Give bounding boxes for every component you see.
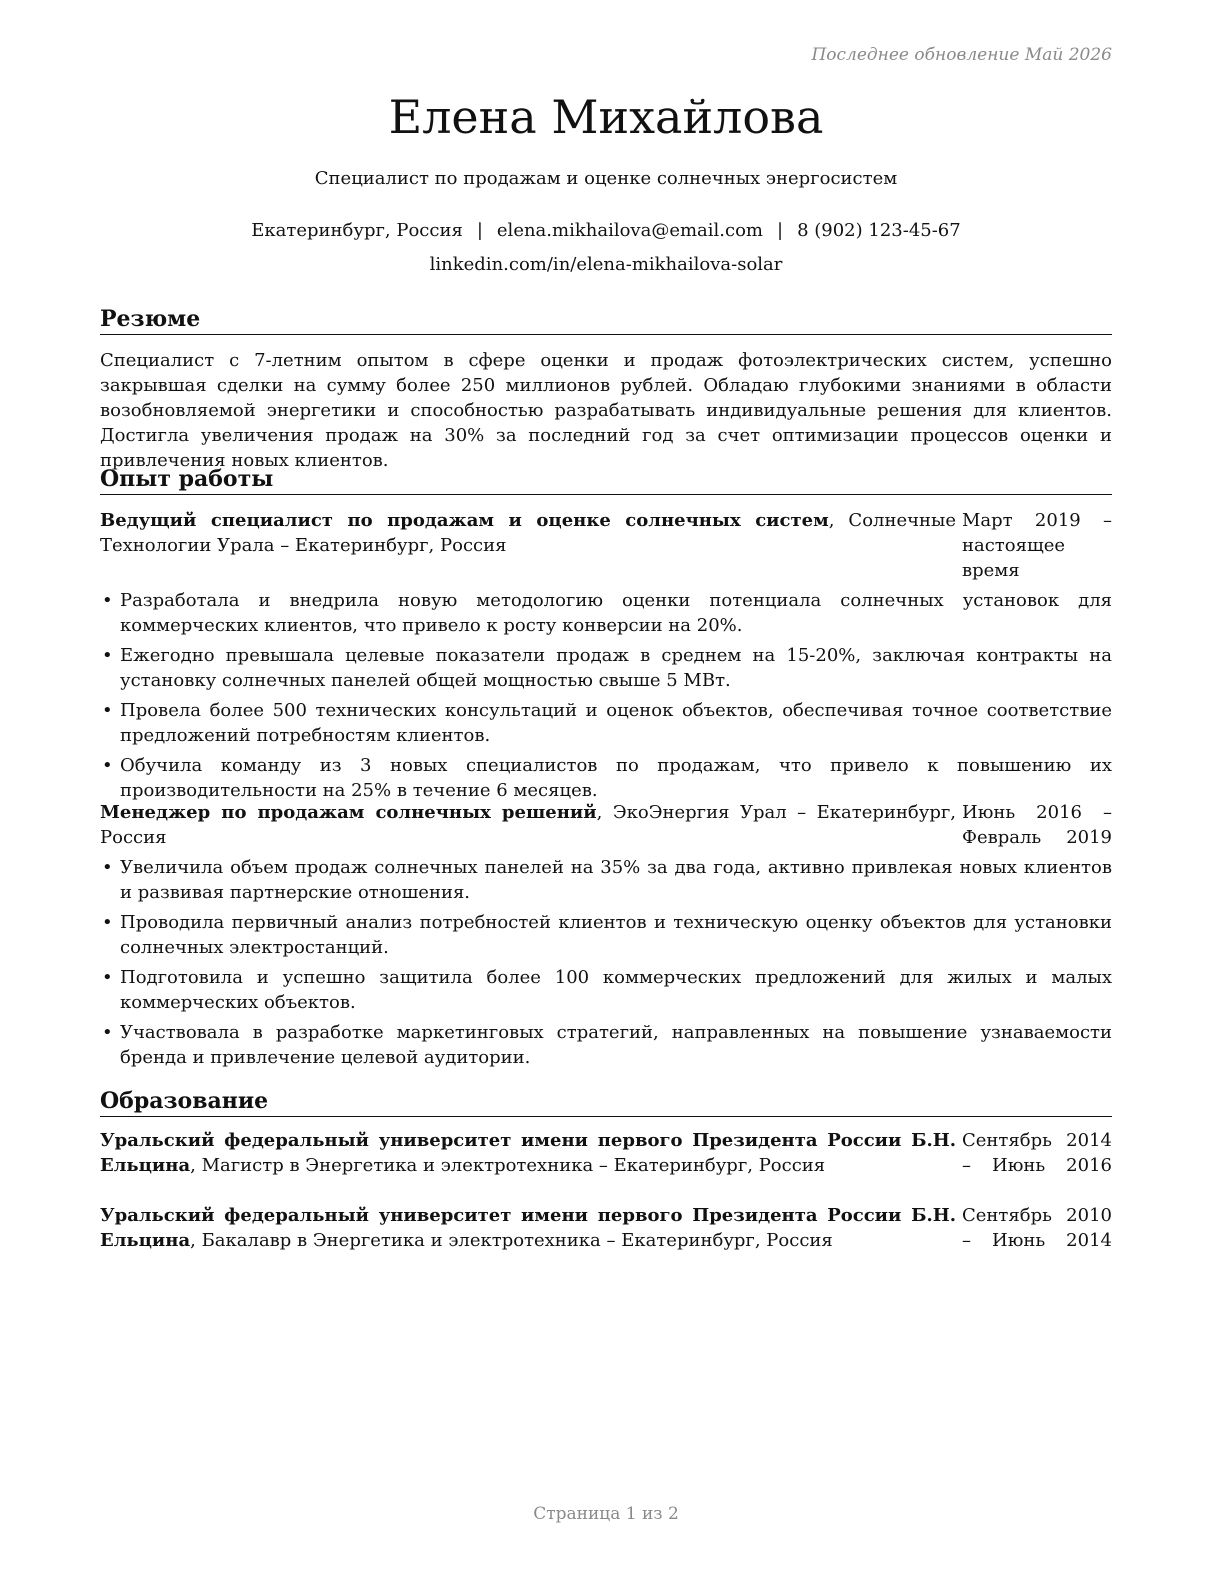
job-header bbox=[100, 800, 1112, 850]
education-entry bbox=[100, 1203, 1112, 1253]
job-date: Июнь 2016 – Февраль 2019 bbox=[962, 802, 1112, 848]
list-item: • Обучила команду из 3 новых специалистов по продажам, что привело к повышению их производительности на 25% в течение 6 месяцев. bbox=[100, 753, 1112, 803]
contact-line bbox=[100, 220, 1112, 241]
list-item: • Провела более 500 технических консультаций и оценок объектов, обеспечивая точное соответствие предложений потребностям клиентов. bbox=[100, 698, 1112, 748]
institution: Уральский федеральный университет имени первого Президента России Б.Н. Ельцина bbox=[100, 1205, 956, 1251]
education-date: Сентябрь 2010 – Июнь 2014 bbox=[962, 1205, 1112, 1251]
education-title-line bbox=[100, 1128, 962, 1178]
job-entry bbox=[100, 508, 1112, 808]
list-item: • Разработала и внедрила новую методологию оценки потенциала солнечных установок для коммерческих клиентов, что привело к росту конверсии на 20%. bbox=[100, 588, 1112, 638]
location: Екатеринбург, Россия bbox=[251, 220, 463, 241]
job-bullets bbox=[100, 588, 1112, 803]
phone: 8 (902) 123-45-67 bbox=[797, 220, 961, 241]
section-title-education: Образование bbox=[100, 1088, 1112, 1117]
section-title-experience: Опыт работы bbox=[100, 466, 1112, 495]
job-date: Март 2019 – настоящее время bbox=[962, 510, 1112, 581]
resume-page bbox=[100, 0, 1112, 1584]
page-number: Страница 1 из 2 bbox=[533, 1504, 679, 1524]
education-header bbox=[100, 1203, 1112, 1253]
job-position: Ведущий специалист по продажам и оценке солнечных систем bbox=[100, 510, 829, 531]
education-date: Сентябрь 2014 – Июнь 2016 bbox=[962, 1130, 1112, 1176]
job-entry bbox=[100, 800, 1112, 1075]
person-name: Елена Михайлова bbox=[388, 90, 824, 144]
list-item: • Увеличила объем продаж солнечных панелей на 35% за два года, активно привлекая новых клиентов и развивая партнерские отношения. bbox=[100, 855, 1112, 905]
list-item: • Подготовила и успешно защитила более 100 коммерческих предложений для жилых и малых коммерческих объектов. bbox=[100, 965, 1112, 1015]
education-header bbox=[100, 1128, 1112, 1178]
email-link[interactable]: elena.mikhailova@email.com bbox=[496, 220, 763, 241]
summary-text: Специалист с 7-летним опытом в сфере оценки и продаж фотоэлектрических систем, успешно закрывшая сделки на сумму более 250 миллионов рублей. Обладаю глубокими знаниями в области возобновляемой энергетики и способностью разрабатывать индивидуальные решения для клиентов. Достигла увеличения продаж на 30% за последний год за счет оптимизации процессов оценки и привлечения новых клиентов. bbox=[100, 350, 1112, 471]
institution: Уральский федеральный университет имени первого Президента России Б.Н. Ельцина bbox=[100, 1130, 956, 1176]
job-bullets bbox=[100, 855, 1112, 1070]
job-subtitle: Специалист по продажам и оценке солнечных энергосистем bbox=[314, 168, 898, 189]
job-position: Менеджер по продажам солнечных решений bbox=[100, 802, 597, 823]
list-item: • Ежегодно превышала целевые показатели продаж в среднем на 15-20%, заключая контракты на установку солнечных панелей общей мощностью свыше 5 МВт. bbox=[100, 643, 1112, 693]
job-header bbox=[100, 508, 1112, 583]
section-title-summary: Резюме bbox=[100, 306, 1112, 335]
degree: , Магистр в Энергетика и электротехника – Екатеринбург, Россия bbox=[190, 1155, 826, 1176]
linkedin-link[interactable]: linkedin.com/in/elena-mikhailova-solar bbox=[429, 254, 783, 275]
list-item: • Участвовала в разработке маркетинговых стратегий, направленных на повышение узнаваемости бренда и привлечение целевой аудитории. bbox=[100, 1020, 1112, 1070]
education-entry bbox=[100, 1128, 1112, 1178]
job-company: , ЭкоЭнергия Урал – Екатеринбург, Россия bbox=[100, 802, 956, 848]
separator: | bbox=[777, 220, 784, 241]
separator: | bbox=[476, 220, 483, 241]
job-title-line bbox=[100, 800, 962, 850]
job-company: , Солнечные Технологии Урала – Екатеринбург, Россия bbox=[100, 510, 956, 556]
degree: , Бакалавр в Энергетика и электротехника – Екатеринбург, Россия bbox=[190, 1230, 833, 1251]
job-title-line bbox=[100, 508, 962, 558]
education-title-line bbox=[100, 1203, 962, 1253]
list-item: • Проводила первичный анализ потребностей клиентов и техническую оценку объектов для установки солнечных электростанций. bbox=[100, 910, 1112, 960]
last-updated: Последнее обновление Май 2026 bbox=[811, 45, 1112, 65]
